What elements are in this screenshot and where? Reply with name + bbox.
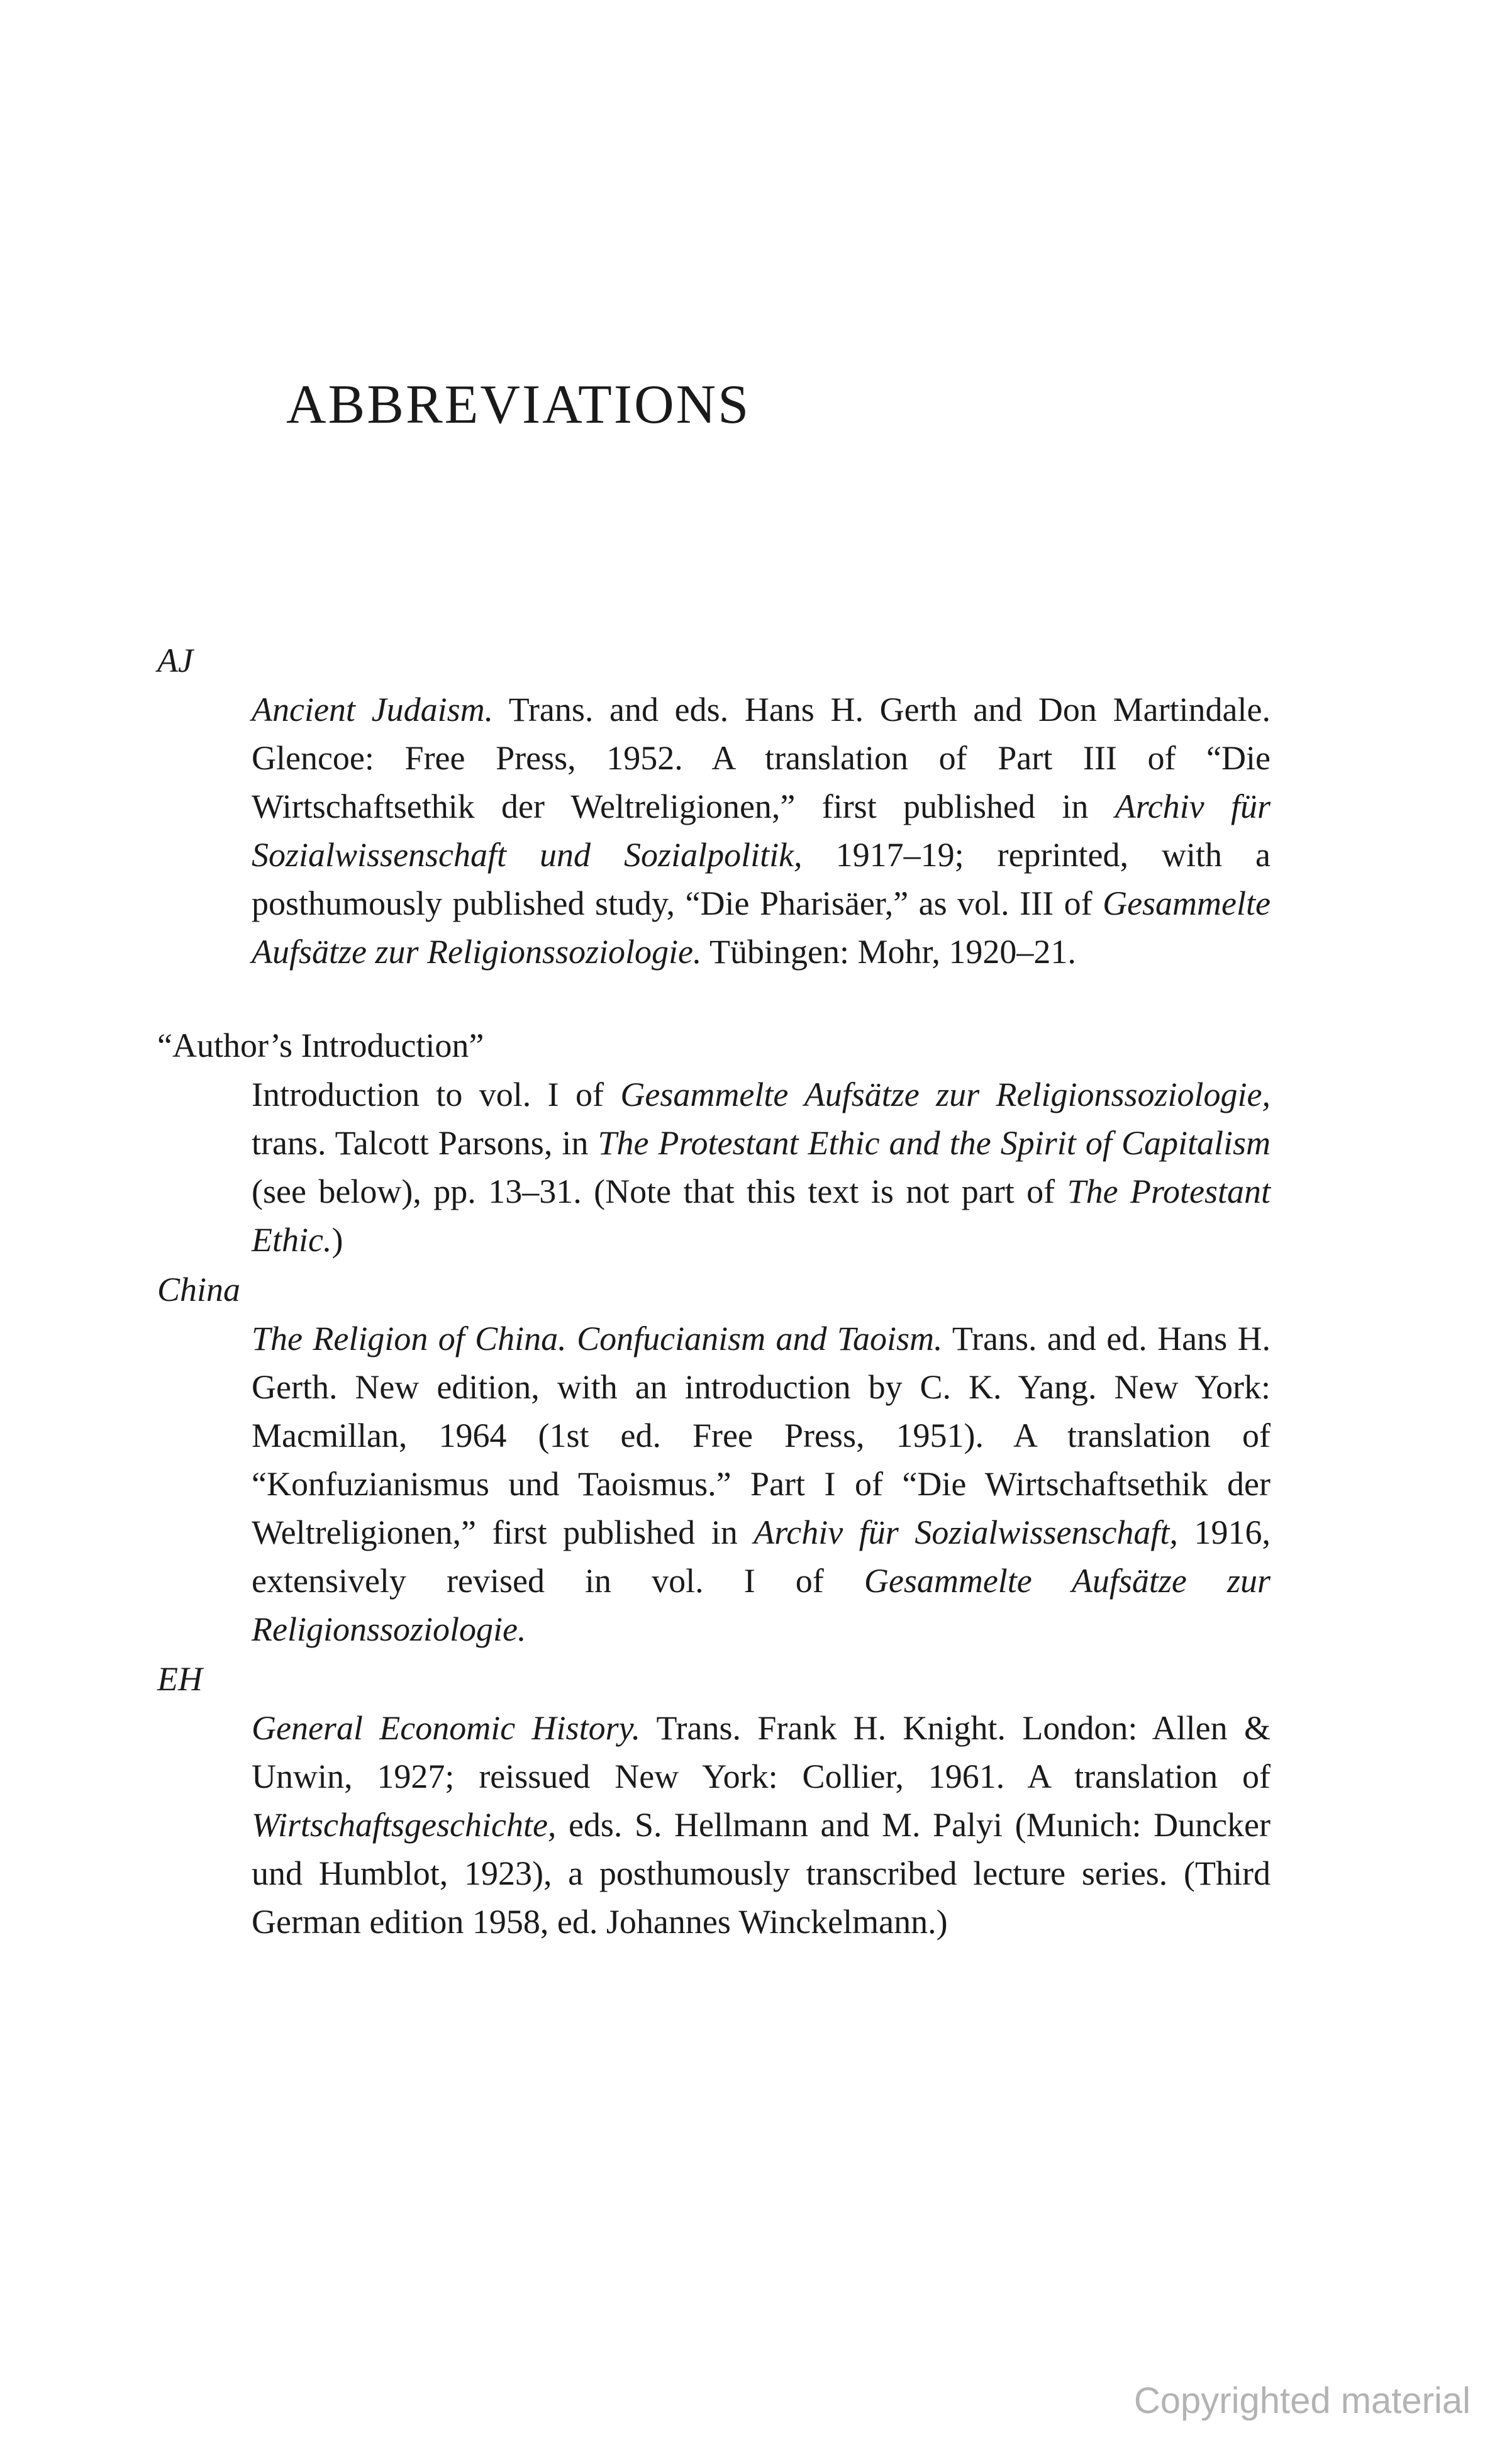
entry-text-segment: Tübingen: Mohr, 1920–21. bbox=[701, 933, 1076, 971]
entry-text-segment: Ancient Judaism. bbox=[252, 691, 494, 728]
entry-abbreviation: “Author’s Introduction” bbox=[157, 1027, 484, 1064]
entry-text-segment: trans. Talcott Parsons, in bbox=[252, 1124, 598, 1162]
entry-authors-introduction bbox=[157, 1020, 1271, 1264]
entry-text-segment: ) bbox=[331, 1221, 343, 1259]
entry-abbreviation: EH bbox=[157, 1660, 203, 1698]
entry-text-segment: Archiv für Sozialwissenschaft und Sozialpolitik, bbox=[252, 788, 1271, 874]
entry-text-segment: Introduction to vol. I of bbox=[252, 1076, 621, 1113]
entry-text-segment: The Protestant Ethic. bbox=[252, 1173, 1271, 1259]
entry-description bbox=[252, 686, 1271, 976]
entry-text-segment: Gesammelte Aufsätze zur Religionssoziologie. bbox=[252, 1562, 1271, 1648]
entry-text-segment: Archiv für Sozialwissenschaft, bbox=[754, 1514, 1178, 1551]
entry-text-segment: Trans. and eds. Hans H. Gerth and Don Martindale. Glencoe: Free Press, 1952. A translation of Part III of “Die Wirtschaftsethik der Weltreligionen,” first published in bbox=[252, 691, 1271, 825]
entry-text-segment: General Economic History. bbox=[252, 1709, 641, 1747]
entry-abbreviation: China bbox=[157, 1271, 241, 1308]
entry-description bbox=[252, 1071, 1271, 1264]
entry-text-segment: (see below), pp. 13–31. (Note that this text is not part of bbox=[252, 1173, 1067, 1210]
entry-description bbox=[252, 1704, 1271, 1946]
entry-text-segment: Wirtschaftsgeschichte, bbox=[252, 1806, 557, 1844]
entry-text-segment: Gesammelte Aufsätze zur Religionssoziologie, bbox=[620, 1076, 1271, 1113]
entry-eh bbox=[157, 1654, 1271, 1946]
entry-text-segment: Trans. and ed. Hans H. Gerth. New edition, with an introduction by C. K. Yang. New York: Macmillan, 1964 (1st ed. Free Press, 1951). A translation of “Konfuzianismus und Taoismus.” Part I of “Die Wirtschaftsethik der Weltreligionen,” first published in bbox=[252, 1320, 1271, 1551]
entry-text-segment: Gesammelte Aufsätze zur Religionssoziologie. bbox=[252, 884, 1271, 971]
entry-text-segment: eds. S. Hellmann and M. Palyi (Munich: Duncker und Humblot, 1923), a posthumously transcribed lecture series. (Third German edition 1958, ed. Johannes Winckelmann.) bbox=[252, 1806, 1271, 1941]
entry-text-segment: The Religion of China. Confucianism and Taoism. bbox=[252, 1320, 943, 1357]
entry-text-segment: 1917–19; reprinted, with a posthumously published study, “Die Pharisäer,” as vol. III of bbox=[252, 836, 1271, 922]
entry-text-segment: Trans. Frank H. Knight. London: Allen & Unwin, 1927; reissued New York: Collier, 1961. A translation of bbox=[252, 1709, 1271, 1795]
abbreviation-list bbox=[157, 635, 1271, 1946]
entry-abbreviation: AJ bbox=[157, 642, 193, 679]
entry-china bbox=[157, 1264, 1271, 1654]
entry-description bbox=[252, 1315, 1271, 1654]
page-title: ABBREVIATIONS bbox=[286, 374, 751, 435]
copyright-watermark: Copyrighted material bbox=[1133, 2380, 1471, 2421]
entry-text-segment: 1916, extensively revised in vol. I of bbox=[252, 1514, 1271, 1600]
entry-text-segment: The Protestant Ethic and the Spirit of Capitalism bbox=[598, 1124, 1271, 1162]
entry-aj bbox=[157, 635, 1271, 976]
